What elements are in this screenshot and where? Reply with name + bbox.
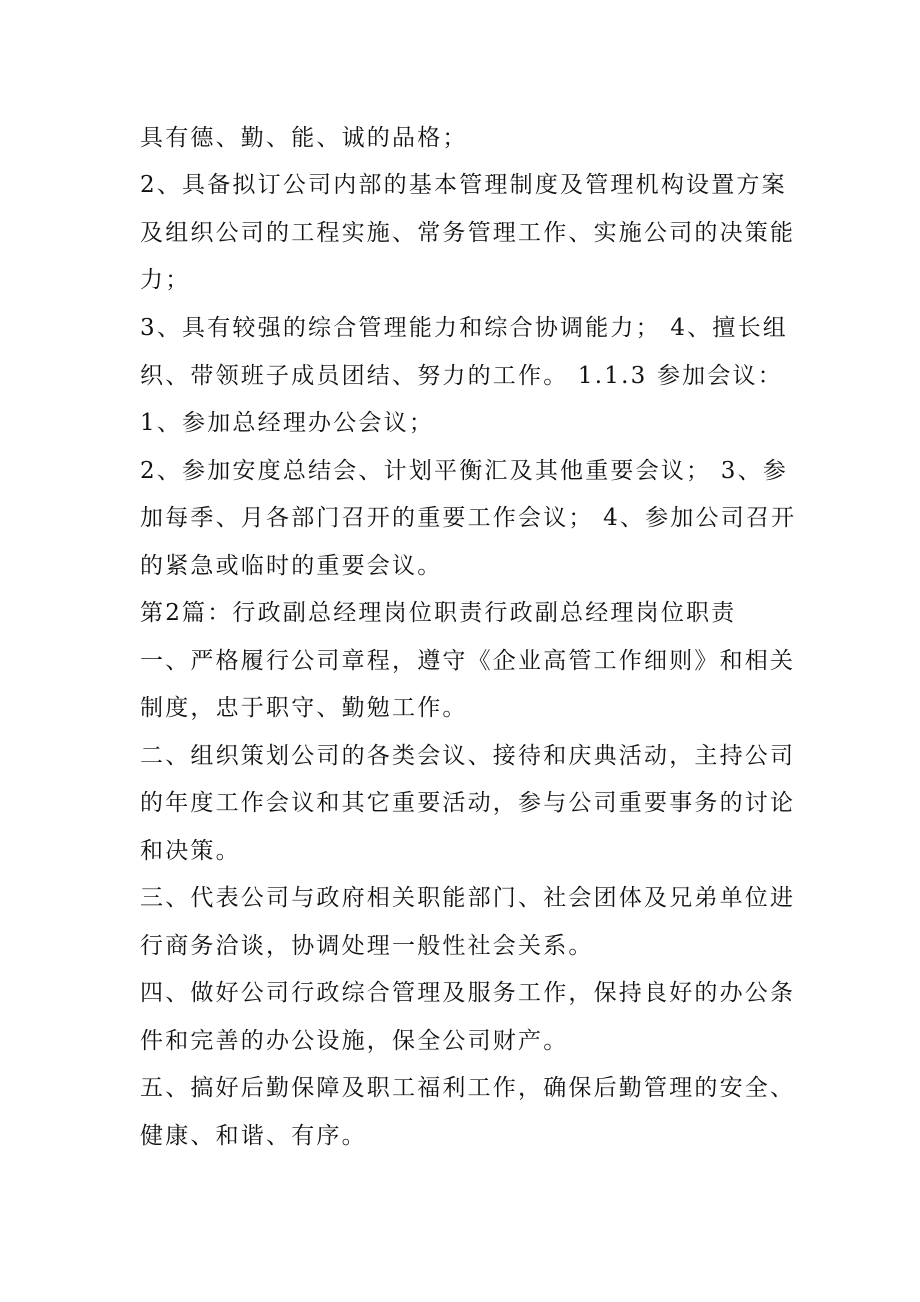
text-line: 二、组织策划公司的各类会议、接待和庆典活动，主持公司 [140,743,796,769]
text-line: 的年度工作会议和其它重要活动，参与公司重要事务的讨论 [140,790,796,816]
section-heading: 第2篇：行政副总经理岗位职责行政副总经理岗位职责 [140,600,737,626]
text-line: 和决策。 [140,838,241,864]
text-line: 2、参加安度总结会、计划平衡汇及其他重要会议； 3、参 [140,458,788,484]
text-line: 力； [140,267,191,293]
text-line: 的紧急或临时的重要会议。 [140,553,443,579]
text-line: 行商务洽谈，协调处理一般性社会关系。 [140,933,594,959]
text-line: 1、参加总经理办公会议； [140,410,435,436]
text-line: 具有德、勤、能、诚的品格； [140,125,468,151]
text-line: 3、具有较强的综合管理能力和综合协调能力； 4、擅长组 [140,315,788,341]
text-line: 五、搞好后勤保障及职工福利工作，确保后勤管理的安全、 [140,1075,796,1101]
text-line: 织、带领班子成员团结、努力的工作。 1.1.3 参加会议： [140,363,783,389]
text-line: 四、做好公司行政综合管理及服务工作，保持良好的办公条 [140,980,796,1006]
text-line: 及组织公司的工程实施、常务管理工作、实施公司的决策能 [140,220,796,246]
text-line: 一、严格履行公司章程，遵守《企业高管工作细则》和相关 [140,648,796,674]
text-line: 制度，忠于职守、勤勉工作。 [140,695,468,721]
text-line: 加每季、月各部门召开的重要工作会议； 4、参加公司召开 [140,505,797,531]
text-line: 三、代表公司与政府相关职能部门、社会团体及兄弟单位进 [140,885,796,911]
text-line: 件和完善的办公设施，保全公司财产。 [140,1028,569,1054]
text-line: 健康、和谐、有序。 [140,1123,367,1149]
text-line: 2、具备拟订公司内部的基本管理制度及管理机构设置方案 [140,172,787,198]
